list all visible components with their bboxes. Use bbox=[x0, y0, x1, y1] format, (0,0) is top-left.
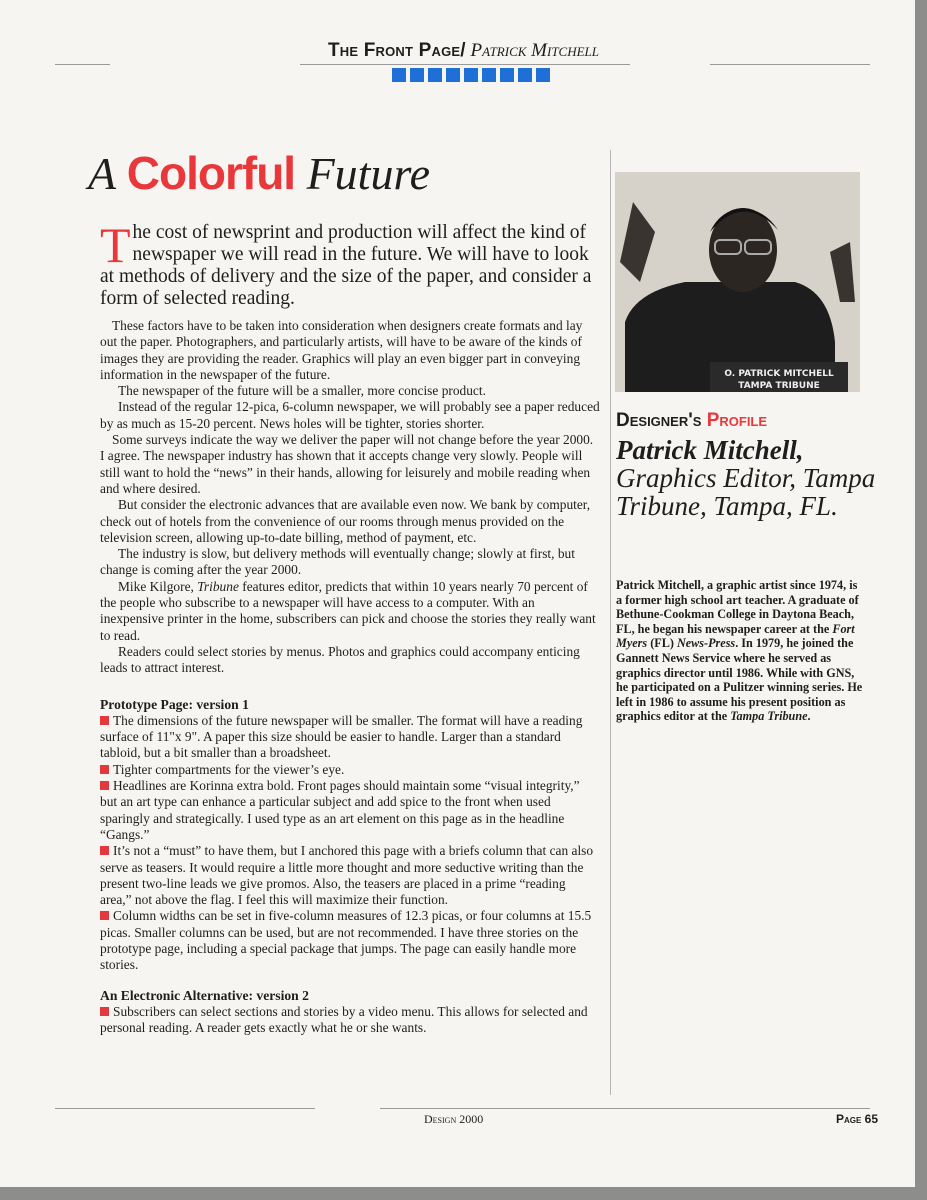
red-square-bullet-icon bbox=[100, 765, 109, 774]
bullet-text: Column widths can be set in five-column measures of 12.3 picas, or four columns at 15.5 picas. Smaller columns can be used, but are not recommended. I have three stories on the prototype page, including a special package that jumps. The page can easily handle more stories. bbox=[100, 908, 592, 973]
body-paragraph: The newspaper of the future will be a smaller, more concise product. bbox=[118, 383, 486, 399]
profile-name bbox=[616, 436, 876, 520]
blue-square-icon bbox=[410, 68, 424, 82]
footer-rule-left bbox=[55, 1108, 315, 1109]
section-name: The Front Page/ bbox=[327, 40, 466, 61]
bio-italic: Fort Myers bbox=[616, 621, 855, 651]
label-text: Designer's bbox=[616, 410, 707, 431]
title-colored-word: Colorful bbox=[126, 147, 296, 199]
red-square-bullet-icon bbox=[100, 911, 109, 920]
label-colored: Profile bbox=[706, 410, 768, 431]
blue-square-icon bbox=[518, 68, 532, 82]
bullet-item bbox=[100, 843, 600, 908]
bio-italic: Tampa Tribune bbox=[730, 709, 808, 724]
bullet-text: The dimensions of the future newspaper will be smaller. The format will have a reading surface of 11"x 9". A paper this size should be easier to handle. Larger than a standard tabloid, but a bit smaller than a broadsheet. bbox=[100, 712, 583, 761]
section-heading-version-1: Prototype Page: version 1 bbox=[100, 696, 249, 712]
blue-square-icon bbox=[500, 68, 514, 82]
bullet-item bbox=[100, 1004, 600, 1037]
bio-text: . In 1979, he joined the Gannett News Service where he served as graphics director until 1986. While with GNS, he participated on a Pulitzer winning series. He left in 1986 to assume his present position as graphics editor at the bbox=[616, 636, 863, 724]
blue-square-icon bbox=[536, 68, 550, 82]
header-rule-right bbox=[710, 64, 870, 65]
title-post: Future bbox=[295, 148, 431, 199]
blue-square-icon bbox=[464, 68, 478, 82]
body-paragraph-kilgore bbox=[100, 579, 600, 644]
column-divider bbox=[610, 150, 611, 1095]
body-paragraph: Readers could select stories by menus. Photos and graphics could accompany enticing leads to attract interest. bbox=[100, 643, 580, 676]
nameplate-org: TAMPA TRIBUNE bbox=[738, 381, 820, 391]
body-paragraph: These factors have to be taken into consideration when designers create formats and lay out the paper. Photographers, and particularly artists, will have to be aware of the kinds of images they are providing the reader. Graphics will play an even bigger part in conveying information in the newspaper of the future. bbox=[100, 318, 583, 382]
bullet-text: Headlines are Korinna extra bold. Front pages should maintain some “visual integrity,” but an art type can enhance a particular subject and add spice to the front when used sparingly and strategically. I used type as an art element on this page as in the headline “Gangs.” bbox=[100, 778, 580, 842]
footer-rule-right bbox=[380, 1108, 870, 1109]
designer-name: Patrick Mitchell, bbox=[616, 435, 804, 465]
body-paragraph: The industry is slow, but delivery methods will eventually change; slowly at first, but change is coming after the year 2000. bbox=[100, 546, 575, 578]
header-rule-center bbox=[300, 64, 630, 65]
blue-square-icon bbox=[446, 68, 460, 82]
blue-square-icon bbox=[392, 68, 406, 82]
text: features editor, predicts that within 10 years nearly 70 percent of the people who subscribe to a newspaper will have access to a computer. With an inexpensive printer in the home, subscribers can pick and choose the stories they really want to read. bbox=[100, 578, 596, 643]
header-author: Patrick Mitchell bbox=[470, 40, 600, 61]
publication-name: Tribune bbox=[197, 578, 239, 594]
article-title bbox=[88, 146, 430, 200]
designers-profile-label bbox=[616, 410, 767, 432]
bio-text: Patrick Mitchell, a graphic artist since 1974, is a former high school art teacher. A graduate of Bethune-Cookman College in Daytona Beach, FL, he began his newspaper career at the bbox=[616, 578, 859, 636]
lead-text: he cost of newsprint and production will affect the kind of newspaper we will read in the future. We will have to look at methods of delivery and the size of the paper, and consider a form of selected reading. bbox=[100, 222, 592, 309]
bullet-item bbox=[100, 778, 600, 843]
bio-text: . bbox=[807, 709, 811, 724]
drop-cap: T bbox=[100, 217, 131, 273]
body-paragraph: Instead of the regular 12-pica, 6-column newspaper, we will probably see a paper reduced by as much as 15-20 percent. News holes will be tighter, stories shorter. bbox=[100, 399, 600, 431]
profile-bio bbox=[616, 578, 866, 724]
title-pre: A bbox=[88, 148, 127, 199]
bullet-text: Subscribers can select sections and stories by a video menu. This allows for selected and personal reading. A reader gets exactly what he or she wants. bbox=[100, 1003, 588, 1036]
header-rule-left bbox=[55, 64, 110, 65]
designer-role: Graphics Editor, Tampa Tribune, Tampa, FL. bbox=[616, 463, 876, 521]
bullet-text: Tighter compartments for the viewer’s eye. bbox=[113, 761, 345, 777]
bullet-item bbox=[100, 713, 600, 762]
nameplate bbox=[710, 362, 848, 392]
bullet-item bbox=[100, 908, 600, 973]
body-paragraph: But consider the electronic advances that are available even now. We bank by computer, check out of hotels from the convenience of our rooms through menus provided on the television screen, allowing up-to-date billing, method of payment, etc. bbox=[100, 497, 591, 545]
blue-square-icon bbox=[428, 68, 442, 82]
blue-square-icon bbox=[482, 68, 496, 82]
footer-publication: Design 2000 bbox=[424, 1112, 484, 1126]
nameplate-name: O. PATRICK MITCHELL bbox=[724, 369, 834, 379]
text: Mike Kilgore, bbox=[118, 578, 198, 594]
red-square-bullet-icon bbox=[100, 781, 109, 790]
red-square-bullet-icon bbox=[100, 846, 109, 855]
lead-paragraph bbox=[100, 217, 600, 310]
red-square-bullet-icon bbox=[100, 716, 109, 725]
section-heading-version-2: An Electronic Alternative: version 2 bbox=[100, 987, 309, 1003]
article-body bbox=[100, 318, 600, 1036]
bio-text: (FL) bbox=[647, 636, 677, 651]
body-paragraph: Some surveys indicate the way we deliver the paper will not change before the year 2000. I agree. The newspaper industry has shown that it accepts change very slowly. People will still want to hold the “news” in their hands, allowing for leisurely and mobile reading when and where desired. bbox=[100, 432, 594, 496]
blue-squares-ornament bbox=[392, 68, 550, 82]
bullet-text: It’s not a “must” to have them, but I anchored this page with a briefs column that can also serve as teasers. It would require a little more thought and more seductive writing than the present two-line leads we give promos. Also, the teasers are placed in a prime “reading area,” not above the flag. I feel this will maximize their function. bbox=[100, 843, 594, 908]
running-header bbox=[0, 40, 927, 62]
bio-italic: News-Press bbox=[676, 636, 736, 651]
bullet-item bbox=[100, 762, 600, 778]
portrait-photo bbox=[615, 172, 860, 392]
portrait-illustration bbox=[615, 172, 860, 392]
red-square-bullet-icon bbox=[100, 1007, 109, 1016]
page-number: Page 65 bbox=[836, 1112, 879, 1126]
